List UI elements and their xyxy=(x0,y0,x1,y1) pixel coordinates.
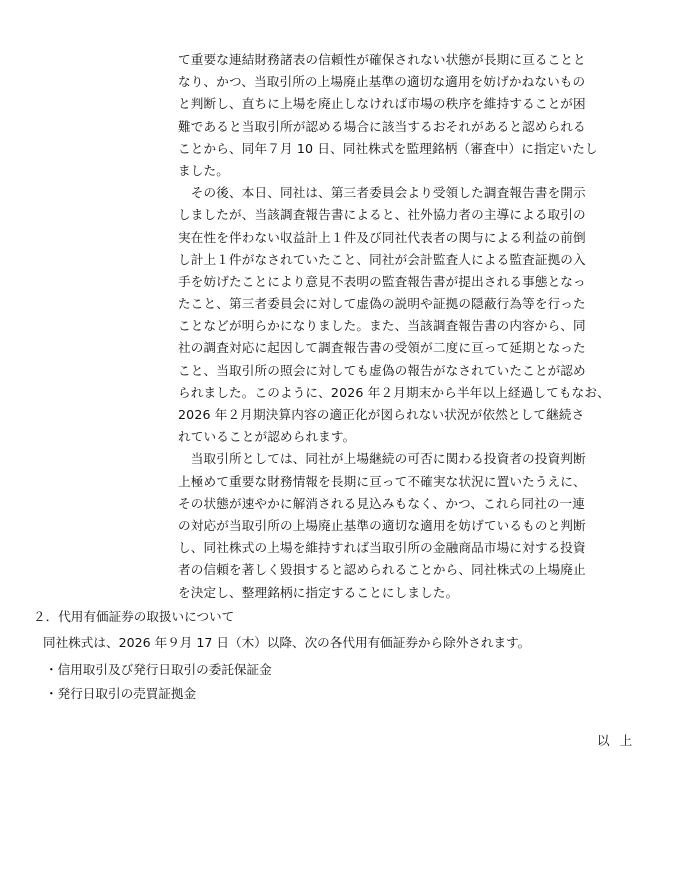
body-line: 社の調査対応に起因して調査報告書の受領が二度に亘って延期となった xyxy=(178,340,586,356)
body-line: たこと、第三者委員会に対して虚偽の説明や証拠の隠蔽行為等を行った xyxy=(178,296,586,312)
bullet-item: ・発行日取引の売買証拠金 xyxy=(45,686,197,701)
body-line: ことから、同年７月 10 日、同社株式を監理銘柄（審査中）に指定いたし xyxy=(178,140,598,156)
body-line: こと、当取引所の照会に対しても虚偽の報告がなされていたことが認め xyxy=(178,362,586,378)
body-line: 実在性を伴わない収益計上１件及び同社代表者の関与による利益の前倒 xyxy=(178,229,586,245)
body-line: れていることが認められます。 xyxy=(178,429,356,445)
body-line: しましたが、当該調査報告書によると、社外協力者の主導による取引の xyxy=(178,207,586,223)
body-line: 難であると当取引所が認める場合に該当するおそれがあると認められる xyxy=(178,118,586,134)
body-line: その後、本日、同社は、第三者委員会より受領した調査報告書を開示 xyxy=(178,185,586,201)
body-line: ことなどが明らかになりました。また、当該調査報告書の内容から、同 xyxy=(178,318,586,334)
body-line: 上極めて重要な財務情報を長期に亘って不確実な状況に置いたうえに、 xyxy=(178,473,586,489)
body-line: し、同社株式の上場を維持すれば当取引所の金融商品市場に対する投資 xyxy=(178,540,586,556)
body-line: られました。このように、2026 年２月期末から半年以上経過してもなお、 xyxy=(178,384,610,400)
body-text xyxy=(178,49,636,604)
body-line: て重要な連結財務諸表の信頼性が確保されない状態が長期に亘ることと xyxy=(178,52,586,67)
section-intro: 同社株式は、2026 年９月 17 日（木）以降、次の各代用有価証券から除外されます。 xyxy=(43,635,531,650)
body-line: 手を妨げたことにより意見不表明の監査報告書が提出される事態となっ xyxy=(178,273,586,289)
body-line: を決定し、整理銘柄に指定することにしました。 xyxy=(178,584,459,600)
body-line: その状態が速やかに解消される見込みもなく、かつ、これら同社の一連 xyxy=(178,495,586,511)
body-line: の対応が当取引所の上場廃止基準の適切な適用を妨げているものと判断 xyxy=(178,517,586,533)
body-line: ました。 xyxy=(178,162,229,178)
section-heading: ２．代用有価証券の取扱いについて xyxy=(33,609,235,624)
bullet-item: ・信用取引及び発行日取引の委託保証金 xyxy=(45,662,272,677)
body-line: 者の信頼を著しく毀損すると認められることから、同社株式の上場廃止 xyxy=(178,562,586,578)
body-line: なり、かつ、当取引所の上場廃止基準の適切な適用を妨げかねないもの xyxy=(178,74,586,90)
body-line: し計上１件がなされていたこと、同社が会計監査人による監査証拠の入 xyxy=(178,251,586,267)
body-line: 当取引所としては、同社が上場継続の可否に関わる投資者の投資判断 xyxy=(178,451,586,467)
closing-mark: 以 上 xyxy=(597,733,633,748)
body-line: 2026 年２月期決算内容の適正化が図られない状況が依然として継続さ xyxy=(178,407,585,422)
body-line: と判断し、直ちに上場を廃止しなければ市場の秩序を維持することが困 xyxy=(178,96,586,112)
